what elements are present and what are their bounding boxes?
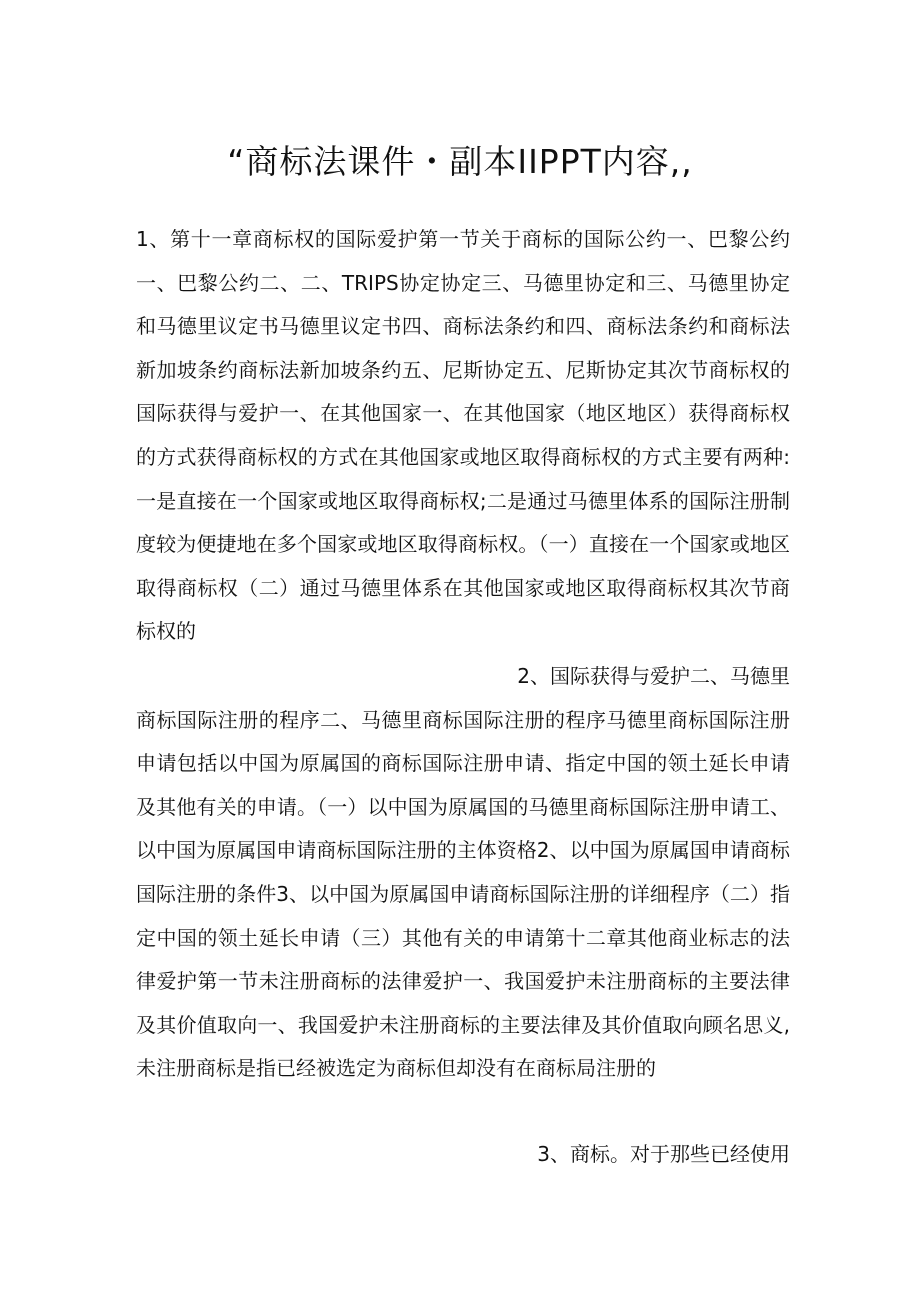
paragraph-2-lead: 2、国际获得与爱护二、马德里 [517, 664, 790, 688]
paragraph-3: 3、商标。对于那些已经使用 [537, 1142, 790, 1166]
document-title: “商标法课件・副本IIPPT内容,, [227, 142, 693, 181]
paragraph-1: 1、第十一章商标权的国际爱护第一节关于商标的国际公约一、巴黎公约一、巴黎公约二、二、TRIPS协定协定三、马德里协定和三、马德里协定和马德里议定书马德里议定书四、商标法条约和四、商标法条约和商标法新加坡条约商标法新加坡条约五、尼斯协定五、尼斯协定其次节商标权的国际获得与爱护一、在其他国家一、在其他国家（地区地区）获得商标权的方式获得商标权的方式在其他国家或地区取得商标权的方式主要有两种:一是直接在一个国家或地区取得商标权;二是通过马德里体系的国际注册制度较为便捷地在多个国家或地区取得商标权。（一）直接在一个国家或地区取得商标权（二）通过马德里体系在其他国家或地区取得商标权其次节商标权的 [136, 227, 790, 644]
paragraph-2-body: 商标国际注册的程序二、马德里商标国际注册的程序马德里商标国际注册申请包括以中国为原属国的商标国际注册申请、指定中国的领土延长申请及其他有关的申请。（一）以中国为原属国的马德里商标国际注册申请工、以中国为原属国申请商标国际注册的主体资格2、以中国为原属国申请商标国际注册的条件3、以中国为原属国申请商标国际注册的详细程序（二）指定中国的领土延长申请（三）其他有关的申请第十二章其他商业标志的法律爱护第一节未注册商标的法律爱护一、我国爱护未注册商标的主要法律及其价值取向一、我国爱护未注册商标的主要法律及其价值取向顾名思义,未注册商标是指已经被选定为商标但却没有在商标局注册的 [136, 707, 790, 1081]
paragraph-2 [136, 655, 790, 1091]
